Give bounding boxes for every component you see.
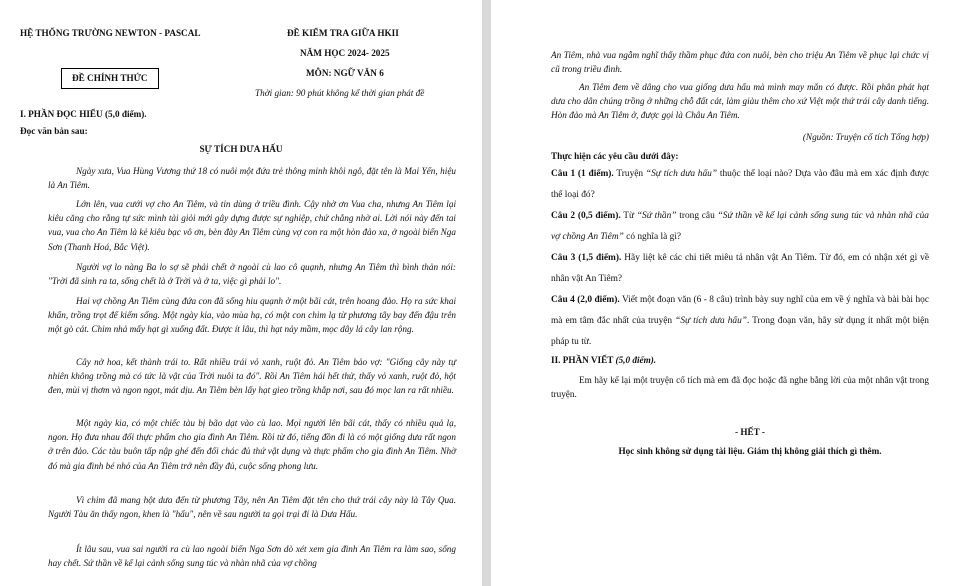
question-label: Câu 3 (1,5 điểm).: [551, 253, 622, 263]
story-paragraph: Ngày xưa, Vua Hùng Vương thứ 18 có nuôi một đứa trẻ thông minh khôi ngô, đặt tên là Mai Yển, hiệu là An Tiêm.: [48, 166, 456, 191]
question-text: có nghĩa là gì?: [623, 232, 682, 242]
question-text: . Trong đoạn văn, hãy sử dụng ít nhất một biện pháp tu từ.: [551, 316, 929, 347]
story-paragraph: An Tiêm, nhà vua ngẫm nghĩ thấy thầm phục đứa con nuôi, bèn cho triệu An Tiêm về phục lại chức vị cũ trong triều đình.: [551, 50, 929, 75]
question-3: [551, 248, 929, 290]
story-paragraph: Một ngày kia, có một chiếc tàu bị bão dạt vào cù lao. Mọi người lên bãi cát, thấy có nhiều quả lạ, ngon. Họ đưa nhau đổi thực phẩm cho gia đình An Tiêm. Rồi từ đó, tiếng đồn đi là có một giống dưa rất ngon ở trên đảo. Các tàu buôn tấp nập ghé đến đổi chác đủ thứ vật dụng và thực phẩm cho gia đình An Tiêm. Nhờ đó mà gia đình bé nhỏ của An Tiêm trở nên đầy đủ, cuộc sống phong lưu.: [48, 418, 456, 471]
question-label: Câu 4 (2,0 điểm).: [551, 295, 620, 305]
official-label: ĐỀ CHÍNH THỨC: [61, 68, 159, 89]
question-2: [551, 206, 929, 248]
question-label: Câu 2 (0,5 điểm).: [551, 211, 621, 221]
question-quote: “Sự tích dưa hấu”: [645, 169, 718, 179]
question-text: Hãy liệt kê các chi tiết miêu tả nhân vật An Tiêm. Từ đó, em có nhận xét gì về nhân vật An Tiêm?: [551, 253, 929, 284]
section2-label: II. PHẦN VIẾT: [551, 355, 614, 365]
exam-title: ĐỀ KIỂM TRA GIỮA HKII: [287, 28, 399, 38]
footer-note: Học sinh không sử dụng tài liệu. Giám thị không giải thích gì thêm.: [618, 446, 882, 456]
question-quote: “Sứ thần”: [636, 211, 677, 221]
question-text: Viết một đoạn văn (6 - 8 câu) trình bày suy nghĩ của em về ý nghĩa và bài bài học mà em tâm đắc nhất của truyện: [551, 295, 929, 326]
story-paragraph: Lớn lên, vua cưới vợ cho An Tiêm, và tin dùng ở triều đình. Cậy nhờ ơn Vua cha, nhưng An Tiêm lại kiêu căng cho rằng tự sức mình tài giỏi mới gây dựng được sự nghiệp, chứ chẳng nhờ ai. Lời nói này đến tai vua, vua cho An Tiêm là kẻ kiêu bạc vô ơn, bèn đày An Tiêm cùng vợ con ra một hòn đảo xa, ở ngoài biển Nga Sơn (Thanh Hoá, Bắc Việt).: [48, 199, 456, 252]
story-paragraph: Người vợ lo nàng Ba lo sợ sẽ phải chết ở ngoài cù lao cô quạnh, nhưng An Tiêm thì bình thản nói: "Trời đã sinh ra ta, sống chết là ở Trời và ở ta, việc gì phải lo".: [48, 262, 456, 287]
section2-prompt: Em hãy kể lại một truyện cổ tích mà em đã đọc hoặc đã nghe bằng lời của một nhân vật trong truyện.: [551, 375, 929, 399]
story-paragraph: Vì chim đã mang hột dưa đến từ phương Tây, nên An Tiêm đặt tên cho thứ trái cây này là Tây Qua. Người Tàu ăn thấy ngon, khen là "hấu", nên về sau người ta gọi trại đi là Dưa Hấu.: [48, 495, 456, 520]
time-note: Thời gian: 90 phút không kể thời gian phát đề: [255, 88, 425, 98]
story-paragraph: Cây nở hoa, kết thành trái to. Rất nhiều trái vỏ xanh, ruột đỏ. An Tiêm bảo vợ: "Giống cây này tự nhiên không trồng mà có tức là vật của Trời nuôi ta đó". Rồi An Tiêm hái hết thử, thấy vỏ xanh, ruột đỏ, hột đen, mùi vị thơm và ngon ngọt, mát dịu. An Tiêm bèn lấy hạt gieo trồng khắp nơi, sau đó mọc lan ra rất nhiều.: [48, 357, 456, 396]
question-quote: “Sứ thần về kể lại cảnh sống sung túc và nhàn nhã của vợ chồng An Tiêm”: [551, 211, 929, 242]
exam-page-1: [0, 0, 482, 586]
story-paragraph: An Tiêm đem về dâng cho vua giống dưa hấu mà mình may mắn có được. Rồi phân phát hạt dưa cho dân chúng trồng ở những chỗ đất cát, làm giàu thêm cho xứ Việt một thứ trái cây danh tiếng. Hòn đảo mà An Tiêm ở, được gọi là Châu An Tiêm.: [551, 82, 929, 121]
task-intro: Thực hiện các yêu cầu dưới đây:: [551, 151, 679, 161]
section1-title: I. PHẦN ĐỌC HIỂU (5,0 điểm).: [20, 109, 147, 119]
section2-points: (5,0 điểm).: [615, 355, 657, 365]
end-mark: - HẾT -: [735, 427, 765, 437]
question-1: [551, 164, 929, 206]
question-quote: “Sự tích dưa hấu”: [675, 316, 747, 326]
read-instruction: Đọc văn bản sau:: [20, 126, 88, 136]
story-title: SỰ TÍCH DƯA HẤU: [199, 144, 283, 154]
exam-page-2: [491, 0, 973, 586]
question-text: thuộc thể loại nào? Dựa vào đâu mà em xác định được thể loại đó?: [551, 169, 929, 200]
story-paragraph: Ít lâu sau, vua sai người ra cù lao ngoài biển Nga Sơn dò xét xem gia đình An Tiêm ra làm sao, sống hay chết. Sứ thần về kể lại cảnh sống sung túc và nhàn nhã của vợ chồng: [48, 544, 456, 569]
question-label: Câu 1 (1 điểm).: [551, 169, 614, 179]
question-text: Truyện: [613, 169, 646, 179]
subject: MÔN: NGỮ VĂN 6: [306, 68, 384, 78]
section2-title: [551, 354, 656, 367]
question-text: Từ: [620, 211, 637, 221]
story-paragraph: Hai vợ chồng An Tiêm cùng đứa con đã sống hiu quạnh ở một bãi cát, trên hoang đảo. Họ ra sức khai khẩn, trồng trọt để kiếm sống. Một ngày kia, vào mùa hạ, có một con chim lạ từ phương tây bay đến đậu trên một gò cát. Chim nhả mấy hạt gì xuống đất. Được ít lâu, thì hạt nảy mầm, mọc dây lá cây lan rộng.: [48, 296, 456, 335]
question-text: trong câu: [676, 211, 718, 221]
school-year: NĂM HỌC 2024- 2025: [300, 48, 390, 58]
school-name: HỆ THỐNG TRƯỜNG NEWTON - PASCAL: [20, 28, 201, 38]
question-4: [551, 290, 929, 353]
story-source: (Nguồn: Truyện cổ tích Tổng hợp): [802, 132, 929, 142]
